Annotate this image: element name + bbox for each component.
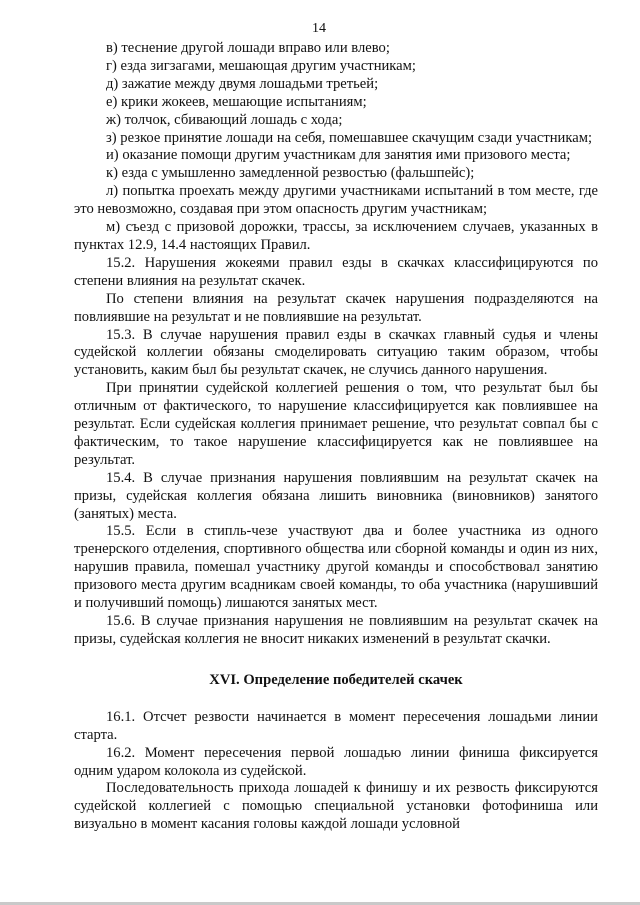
paragraph: 15.5. Если в стипль-чезе участвуют два и более участника из одного тренерского отделения, спортивного общества или сборной команды и один из них, нарушив правила, помешал участнику другой команды и способствовал занятию призового места другим всадникам своей команды, то оба участника (нарушивший и получивший помощь) лишаются занятых мест. bbox=[74, 523, 598, 612]
list-item: к) езда с умышленно замедленной резвостью (фальшпейс); bbox=[106, 165, 475, 182]
paragraph: 16.1. Отсчет резвости начинается в момент пересечения лошадьми линии старта. bbox=[74, 708, 598, 743]
list-item: м) съезд с призовой дорожки, трассы, за исключением случаев, указанных в пунктах 12.9, 14.4 настоящих Правил. bbox=[74, 219, 598, 253]
list-item: г) езда зигзагами, мешающая другим участникам; bbox=[106, 57, 416, 74]
list-item: ж) толчок, сбивающий лошадь с хода; bbox=[106, 111, 343, 128]
page-number: 14 bbox=[312, 21, 326, 36]
paragraph: 15.3. В случае нарушения правил езды в скачках главный судья и члены судейской коллегии обязаны смоделировать ситуацию таким образом, чтобы установить, каким был бы результат скачек, не случись данного нарушения. bbox=[74, 326, 598, 379]
list-item: е) крики жокеев, мешающие испытаниям; bbox=[106, 93, 367, 110]
list-item: д) зажатие между двумя лошадьми третьей; bbox=[106, 75, 379, 92]
list-item: л) попытка проехать между другими участниками испытаний в том месте, где это невозможно, создавая при этом опасность другим участникам; bbox=[74, 183, 598, 218]
list-item: з) резкое принятие лошади на себя, помешавшее скачущим сзади участникам; bbox=[106, 129, 592, 146]
section-heading: XVI. Определение победителей скачек bbox=[209, 671, 463, 688]
list-item: и) оказание помощи другим участникам для занятия ими призового места; bbox=[106, 147, 571, 164]
paragraph: 15.4. В случае признания нарушения повлиявшим на результат скачек на призы, судейская коллегия обязана лишить виновника (виновников) занятого (занятых) места. bbox=[74, 469, 598, 522]
paragraph: 15.2. Нарушения жокеями правил езды в скачках классифицируются по степени влияния на результат скачек. bbox=[74, 254, 598, 289]
paragraph: 16.2. Момент пересечения первой лошадью линии финиша фиксируется одним ударом колокола из судейской. bbox=[74, 744, 598, 779]
paragraph: 15.6. В случае признания нарушения не повлиявшим на результат скачек на призы, судейская коллегия не вносит никаких изменений в результат скачки. bbox=[74, 613, 598, 647]
paragraph: Последовательность прихода лошадей к финишу и их резвость фиксируются судейской коллегией с помощью специальной установки фотофиниша или визуально в момент касания головы каждой лошади условной bbox=[74, 780, 598, 833]
paragraph: По степени влияния на результат скачек нарушения подразделяются на повлиявшие на результат и не повлиявшие на результат. bbox=[74, 290, 598, 325]
document-body bbox=[74, 40, 598, 834]
list-item: в) теснение другой лошади вправо или влево; bbox=[106, 40, 390, 56]
paragraph: При принятии судейской коллегией решения о том, что результат был бы отличным от фактического, то нарушение классифицируется как повлиявшее на результат. Если судейская коллегия принимает решение, что результат совпал бы с фактическим, то такое нарушение классифицируется как не повлиявшее на результат. bbox=[74, 380, 598, 468]
